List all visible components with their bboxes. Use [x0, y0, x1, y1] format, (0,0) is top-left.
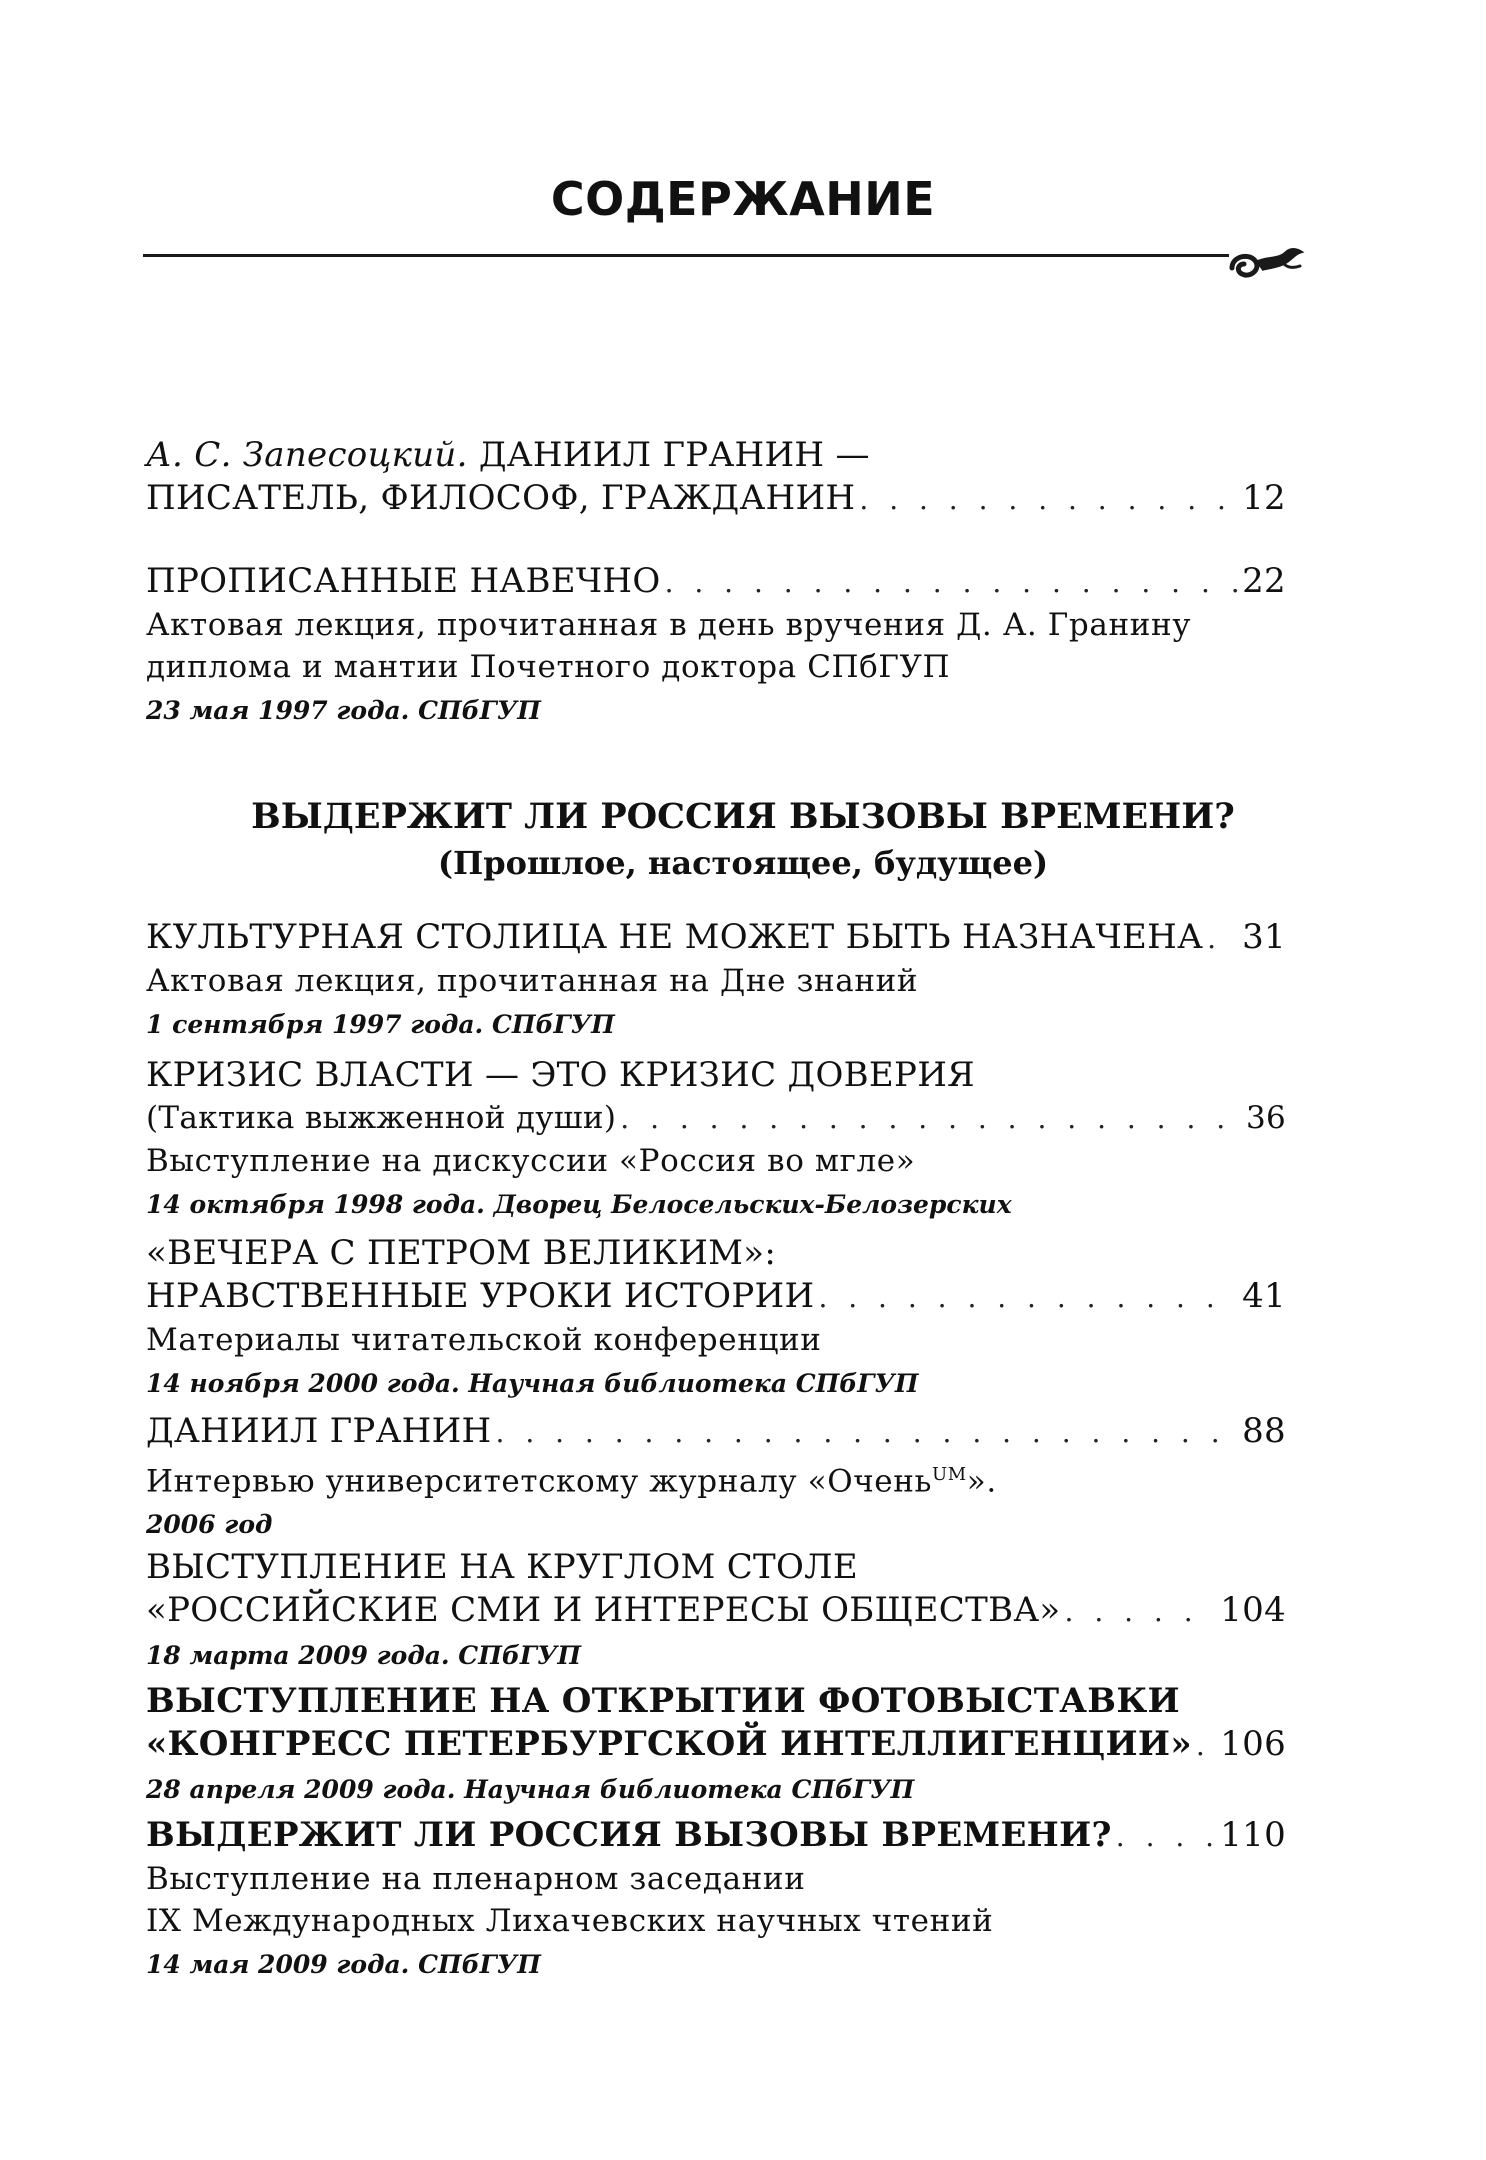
entry-author: А. С. Запесоцкий.: [146, 435, 468, 475]
dot-leader: [1065, 1590, 1217, 1633]
entry-title-line1: ВЫСТУПЛЕНИЕ НА ОТКРЫТИИ ФОТОВЫСТАВКИ: [146, 1681, 1180, 1721]
heading-rule: [143, 254, 1229, 257]
entry-date: 14 октября 1998 года. Дворец Белосельских-Белозерских: [146, 1190, 1012, 1219]
page-number: 41: [1242, 1276, 1286, 1316]
section-title: ВЫДЕРЖИТ ЛИ РОССИЯ ВЫЗОВЫ ВРЕМЕНИ?: [251, 796, 1235, 837]
dot-leader: [1196, 1724, 1216, 1767]
entry-description: Материалы читательской конференции: [146, 1322, 822, 1358]
toc-entry-41[interactable]: [146, 1232, 1286, 1403]
entry-title-line1: КРИЗИС ВЛАСТИ — ЭТО КРИЗИС ДОВЕРИЯ: [146, 1055, 975, 1095]
page-number: 12: [1242, 478, 1286, 518]
dot-leader: [665, 561, 1239, 604]
entry-date: 18 марта 2009 года. СПбГУП: [146, 1641, 582, 1670]
entry-title-line2: (Тактика выжженной души): [146, 1100, 617, 1136]
entry-date: 28 апреля 2009 года. Научная библиотека СПбГУП: [146, 1775, 915, 1804]
entry-title-line2: «РОССИЙСКИЕ СМИ И ИНТЕРЕСЫ ОБЩЕСТВА»: [146, 1590, 1061, 1630]
section-subtitle: (Прошлое, настоящее, будущее): [437, 844, 1049, 882]
page-number: 31: [1242, 917, 1286, 957]
entry-title: ВЫДЕРЖИТ ЛИ РОССИЯ ВЫЗОВЫ ВРЕМЕНИ?: [146, 1815, 1112, 1855]
toc-entry-106[interactable]: [146, 1680, 1286, 1809]
toc-entry-104[interactable]: [146, 1546, 1286, 1675]
page-heading: СОДЕРЖАНИЕ: [550, 172, 936, 226]
toc-entry-intro[interactable]: [146, 434, 1286, 521]
entry-description: Актовая лекция, прочитанная на Дне знаний: [146, 963, 919, 999]
entry-description: Выступление на пленарном заседании: [146, 1861, 806, 1897]
entry-title-line1: ДАНИИЛ ГРАНИН —: [478, 435, 870, 475]
entry-title-line2: НРАВСТВЕННЫЕ УРОКИ ИСТОРИИ: [146, 1276, 815, 1316]
entry-title: ПРОПИСАННЫЕ НАВЕЧНО: [146, 561, 661, 601]
toc-entry-propisannye[interactable]: [146, 560, 1286, 730]
page-number: 36: [1245, 1100, 1286, 1136]
entry-title-line1: «ВЕЧЕРА С ПЕТРОМ ВЕЛИКИМ»:: [146, 1233, 777, 1273]
entry-date: 14 мая 2009 года. СПбГУП: [146, 1950, 541, 1979]
toc-entry-36[interactable]: [146, 1054, 1286, 1224]
entry-description: Актовая лекция, прочитанная в день вручения Д. А. Гранину: [146, 607, 1192, 643]
entry-title-line1: ВЫСТУПЛЕНИЕ НА КРУГЛОМ СТОЛЕ: [146, 1547, 858, 1587]
entry-description: Выступление на дискуссии «Россия во мгле»: [146, 1143, 916, 1179]
entry-title-line2: «КОНГРЕСС ПЕТЕРБУРГСКОЙ ИНТЕЛЛИГЕНЦИИ»: [146, 1724, 1192, 1764]
entry-title: КУЛЬТУРНАЯ СТОЛИЦА НЕ МОЖЕТ БЫТЬ НАЗНАЧЕНА: [146, 917, 1204, 957]
entry-title: ДАНИИЛ ГРАНИН: [146, 1411, 492, 1451]
dot-leader: [1116, 1815, 1216, 1858]
entry-title-line2: ПИСАТЕЛЬ, ФИЛОСОФ, ГРАЖДАНИН: [146, 478, 856, 518]
entry-date: 23 мая 1997 года. СПбГУП: [146, 696, 541, 725]
entry-date: 1 сентября 1997 года. СПбГУП: [146, 1010, 615, 1039]
toc-entry-88[interactable]: [146, 1410, 1286, 1544]
entry-description: IX Международных Лихачевских научных чтений: [146, 1903, 994, 1939]
entry-date: 14 ноября 2000 года. Научная библиотека СПбГУП: [146, 1369, 919, 1398]
page-number: 88: [1242, 1411, 1286, 1451]
page-number: 104: [1220, 1590, 1286, 1630]
entry-description: Интервью университетскому журналу «Очень$^{UM}$».: [146, 1463, 997, 1500]
flourish-ornament-icon: [1222, 238, 1306, 290]
page-number: 110: [1220, 1815, 1286, 1855]
dot-leader: [859, 478, 1238, 521]
dot-leader: [620, 1097, 1242, 1140]
page-number: 22: [1242, 561, 1286, 601]
dot-leader: [1207, 917, 1238, 960]
toc-entry-110[interactable]: [146, 1814, 1286, 1984]
dot-leader: [818, 1276, 1238, 1319]
page-number: 106: [1220, 1724, 1286, 1764]
entry-description: диплома и мантии Почетного доктора СПбГУП: [146, 649, 951, 685]
entry-date: 2006 год: [146, 1510, 273, 1540]
dot-leader: [496, 1411, 1239, 1454]
toc-entry-31[interactable]: [146, 916, 1286, 1044]
